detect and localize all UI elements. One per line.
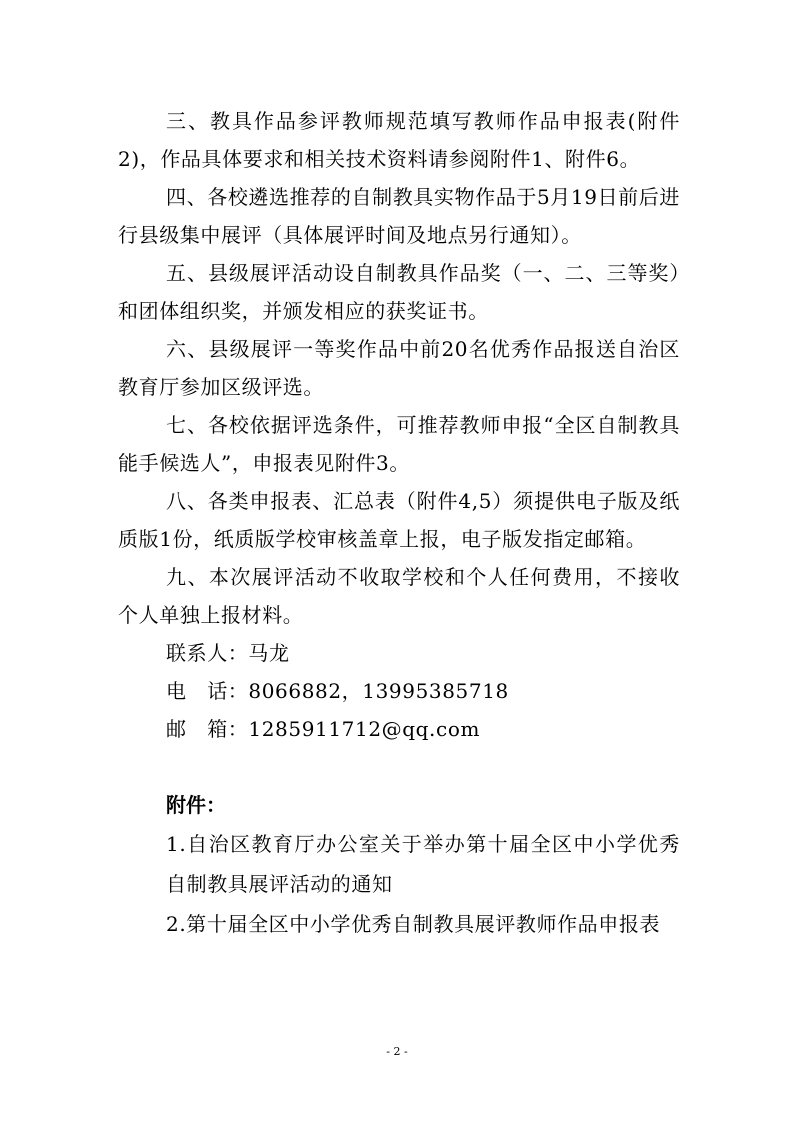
attachments-title: 附件：	[166, 793, 226, 817]
attachment-item-2: 2.第十届全区中小学优秀自制教具展评教师作品申报表	[166, 912, 661, 936]
section-spacer	[118, 748, 680, 786]
paragraph-8: 八、各类申报表、汇总表（附件4,5）须提供电子版及纸质版1份，纸质版学校审核盖章上报，电子版发指定邮箱。	[118, 489, 680, 551]
paragraph-9: 九、本次展评活动不收取学校和个人任何费用，不接收个人单独上报材料。	[118, 565, 680, 627]
attachment-item-1: 1.自治区教育厅办公室关于举办第十届全区中小学优秀自制教具展评活动的通知	[166, 832, 680, 896]
contact-person-label: 联系人：	[166, 641, 249, 665]
contact-email-value: 1285911712@qq.com	[248, 717, 481, 741]
contact-email-label: 邮 箱：	[166, 717, 249, 741]
paragraph-4: 四、各校遴选推荐的自制教具实物作品于5月19日前后进行县级集中展评（具体展评时间及地点另行通知）。	[118, 185, 680, 247]
contact-phone-value: 8066882，13995385718	[248, 679, 509, 703]
contact-phone	[118, 672, 680, 710]
document-body	[118, 102, 680, 944]
page-number: - 2 -	[386, 1045, 408, 1058]
contact-person-value: 马龙	[248, 641, 290, 665]
paragraph-3: 三、教具作品参评教师规范填写教师作品申报表(附件2)，作品具体要求和相关技术资料请参阅附件1、附件6。	[118, 109, 680, 171]
paragraph-5: 五、县级展评活动设自制教具作品奖（一、二、三等奖）和团体组织奖，并颁发相应的获奖证书。	[118, 261, 680, 323]
contact-person	[118, 634, 680, 672]
paragraph-7: 七、各校依据评选条件，可推荐教师申报“全区自制教具能手候选人”，申报表见附件3。	[118, 413, 680, 475]
contact-phone-label: 电 话：	[166, 679, 249, 703]
paragraph-6: 六、县级展评一等奖作品中前20名优秀作品报送自治区教育厅参加区级评选。	[118, 337, 680, 399]
contact-email	[118, 710, 680, 748]
